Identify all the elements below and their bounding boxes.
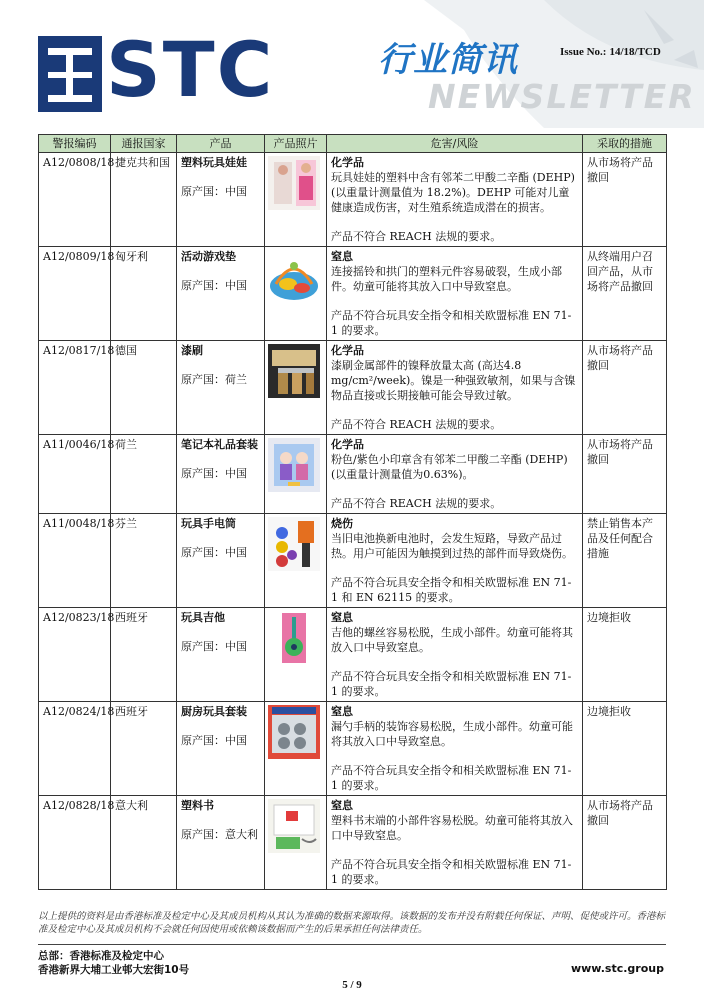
cell-product: [177, 153, 265, 247]
cell-photo: [265, 514, 327, 608]
compliance-note: 产品不符合 REACH 法规的要求。: [331, 418, 502, 431]
play-mat-photo: [268, 250, 320, 304]
measure-taken: 从市场将产品撤回: [587, 438, 653, 466]
newsletter-title-en: NEWSLETTER: [428, 77, 696, 116]
notifying-country: 德国: [115, 344, 137, 357]
alerts-table: [38, 134, 667, 890]
product-name: 塑料玩具娃娃: [181, 156, 247, 169]
risk-description: 玩具娃娃的塑料中含有邻苯二甲酸二辛酯 (DEHP) (以重量计测量值为 18.2%)。DEHP 可能对儿童健康造成伤害，对生殖系统造成潜在的损害。: [331, 171, 575, 214]
notifying-country: 西班牙: [115, 705, 148, 718]
footer-website-link[interactable]: www.stc.group: [570, 962, 664, 975]
header-code: 警报编码: [39, 135, 111, 153]
cell-risk: [327, 341, 583, 435]
table-row: [39, 514, 667, 608]
header-product: 产品: [177, 135, 265, 153]
table-row: [39, 341, 667, 435]
cell-risk: [327, 514, 583, 608]
cell-country: [111, 435, 177, 514]
cell-photo: [265, 435, 327, 514]
cell-country: [111, 608, 177, 702]
cell-code: [39, 796, 115, 890]
risk-description: 当旧电池换新电池时，会发生短路，导致产品过热。用户可能因为触摸到过热的部件而导致烧伤。: [331, 532, 573, 560]
table-row: [39, 608, 667, 702]
risk-type: 窒息: [331, 611, 353, 624]
product-origin: 原产国：中国: [181, 185, 247, 198]
risk-type: 化学品: [331, 156, 364, 169]
cell-risk: [327, 702, 583, 796]
measure-taken: 禁止销售本产品及任何配合措施: [587, 517, 653, 560]
notifying-country: 捷克共和国: [115, 156, 170, 169]
cell-country: [111, 796, 177, 890]
toy-flashlight-photo: [268, 517, 320, 571]
footer-hq-line1: 总部：香港标准及检定中心: [38, 950, 164, 962]
cell-risk: [327, 153, 583, 247]
table-row: [39, 796, 667, 890]
alert-code: A12/0808/18: [43, 156, 115, 169]
cell-risk: [327, 608, 583, 702]
product-name: 塑料书: [181, 799, 214, 812]
compliance-note: 产品不符合 REACH 法规的要求。: [331, 230, 502, 243]
cell-code: [39, 153, 115, 247]
notifying-country: 西班牙: [115, 611, 148, 624]
alert-code: A12/0824/18: [43, 705, 115, 718]
compliance-note: 产品不符合玩具安全指令和相关欧盟标准 EN 71-1 的要求。: [331, 309, 572, 337]
cell-risk: [327, 247, 583, 341]
product-name: 活动游戏垫: [181, 250, 236, 263]
toy-guitar-photo: [268, 611, 320, 665]
issue-number: [560, 46, 661, 58]
cell-product: [177, 341, 265, 435]
compliance-note: 产品不符合玩具安全指令和相关欧盟标准 EN 71-1 的要求。: [331, 858, 572, 886]
notifying-country: 芬兰: [115, 517, 137, 530]
risk-type: 化学品: [331, 438, 364, 451]
product-name: 漆刷: [181, 344, 203, 357]
cell-photo: [265, 796, 327, 890]
issue-label: Issue No.:: [560, 46, 607, 58]
alert-code: A12/0828/18: [43, 799, 115, 812]
cell-measure: [583, 247, 667, 341]
compliance-note: 产品不符合玩具安全指令和相关欧盟标准 EN 71-1 的要求。: [331, 670, 572, 698]
footer-divider: [38, 944, 666, 945]
page-header: [0, 0, 704, 128]
notifying-country: 荷兰: [115, 438, 137, 451]
cell-risk: [327, 435, 583, 514]
cell-product: [177, 435, 265, 514]
page-number: 5 / 9: [342, 979, 362, 991]
cell-code: [39, 435, 115, 514]
header-measure: 采取的措施: [583, 135, 667, 153]
issue-value: 14/18/TCD: [609, 46, 661, 58]
cell-photo: [265, 702, 327, 796]
paint-brush-photo: [268, 344, 320, 398]
logo-text: STC: [106, 25, 275, 114]
stc-logo-icon: [38, 36, 102, 112]
measure-taken: 边境拒收: [587, 705, 631, 718]
alert-code: A12/0809/18: [43, 250, 115, 263]
header-photo: 产品照片: [265, 135, 327, 153]
header-country: 通报国家: [111, 135, 177, 153]
risk-type: 窒息: [331, 705, 353, 718]
kitchen-set-photo: [268, 705, 320, 759]
product-origin: 原产国：荷兰: [181, 373, 247, 386]
alert-code: A12/0823/18: [43, 611, 115, 624]
table-row: [39, 153, 667, 247]
table-row: [39, 247, 667, 341]
cell-measure: [583, 153, 667, 247]
product-name: 玩具手电筒: [181, 517, 236, 530]
notifying-country: 匈牙利: [115, 250, 148, 263]
table-row: [39, 702, 667, 796]
cell-measure: [583, 514, 667, 608]
product-origin: 原产国：中国: [181, 467, 247, 480]
risk-type: 窒息: [331, 799, 353, 812]
cell-photo: [265, 247, 327, 341]
cell-country: [111, 702, 177, 796]
cell-photo: [265, 341, 327, 435]
cell-code: [39, 702, 115, 796]
table-row: [39, 435, 667, 514]
measure-taken: 从终端用户召回产品，从市场将产品撤回: [587, 250, 653, 293]
risk-description: 漆刷金属部件的镍释放量太高 (高达4.8 mg/cm²/week)。镍是一种强致敏剂，如果与含镍物品直接或长期接触可能会导致过敏。: [331, 359, 576, 402]
cell-code: [39, 341, 115, 435]
cell-measure: [583, 796, 667, 890]
measure-taken: 从市场将产品撤回: [587, 344, 653, 372]
plastic-book-photo: [268, 799, 320, 853]
cell-country: [111, 341, 177, 435]
header-risk: 危害/风险: [327, 135, 583, 153]
product-origin: 原产国：意大利: [181, 828, 258, 841]
risk-description: 连接摇铃和拱门的塑料元件容易破裂，生成小部件。幼童可能将其放入口中导致窒息。: [331, 265, 562, 293]
cell-photo: [265, 608, 327, 702]
product-origin: 原产国：中国: [181, 279, 247, 292]
table-header-row: [39, 135, 667, 153]
product-name: 笔记本礼品套装: [181, 438, 258, 451]
cell-measure: [583, 435, 667, 514]
alert-code: A11/0046/18: [43, 438, 115, 451]
product-origin: 原产国：中国: [181, 640, 247, 653]
cell-product: [177, 702, 265, 796]
risk-description: 吉他的螺丝容易松脱，生成小部件。幼童可能将其放入口中导致窒息。: [331, 626, 573, 654]
product-origin: 原产国：中国: [181, 734, 247, 747]
disclaimer: 以上提供的资料是由香港标准及检定中心及其成员机构从其认为准确的数据来源取得。该数据的发布并没有附载任何保证、声明、促使或许可。香港标准及检定中心及其成员机构不会就任何因使用或依赖该数据而产生的后果承担任何法律责任。: [38, 911, 666, 935]
risk-type: 化学品: [331, 344, 364, 357]
compliance-note: 产品不符合玩具安全指令和相关欧盟标准 EN 71-1 的要求。: [331, 764, 572, 792]
product-name: 厨房玩具套装: [181, 705, 247, 718]
notifying-country: 意大利: [115, 799, 148, 812]
cell-country: [111, 514, 177, 608]
cell-code: [39, 514, 115, 608]
toy-doll-photo: [268, 156, 320, 210]
cell-product: [177, 514, 265, 608]
risk-type: 烧伤: [331, 517, 353, 530]
cell-country: [111, 247, 177, 341]
cell-measure: [583, 341, 667, 435]
cell-risk: [327, 796, 583, 890]
cell-product: [177, 608, 265, 702]
measure-taken: 从市场将产品撤回: [587, 799, 653, 827]
risk-description: 漏勺手柄的装饰容易松脱，生成小部件。幼童可能将其放入口中导致窒息。: [331, 720, 573, 748]
product-origin: 原产国：中国: [181, 546, 247, 559]
risk-type: 窒息: [331, 250, 353, 263]
compliance-note: 产品不符合 REACH 法规的要求。: [331, 497, 502, 510]
cell-measure: [583, 702, 667, 796]
cell-country: [111, 153, 177, 247]
alert-code: A12/0817/18: [43, 344, 115, 357]
measure-taken: 从市场将产品撤回: [587, 156, 653, 184]
notebook-set-photo: [268, 438, 320, 492]
cell-measure: [583, 608, 667, 702]
measure-taken: 边境拒收: [587, 611, 631, 624]
alert-code: A11/0048/18: [43, 517, 115, 530]
cell-code: [39, 608, 115, 702]
cell-product: [177, 247, 265, 341]
cell-code: [39, 247, 115, 341]
newsletter-title-cn: 行业简讯: [378, 40, 518, 80]
cell-photo: [265, 153, 327, 247]
risk-description: 粉色/紫色小印章含有邻苯二甲酸二辛酯 (DEHP) (以重量计测量值为0.63%)。: [331, 453, 568, 481]
product-name: 玩具吉他: [181, 611, 225, 624]
compliance-note: 产品不符合玩具安全指令和相关欧盟标准 EN 71-1 和 EN 62115 的要求。: [331, 576, 572, 604]
footer-hq-line2: 香港新界大埔工业邨大宏街10号: [38, 964, 190, 976]
cell-product: [177, 796, 265, 890]
risk-description: 塑料书末端的小部件容易松脱。幼童可能将其放入口中导致窒息。: [331, 814, 573, 842]
footer-address: [38, 949, 189, 977]
